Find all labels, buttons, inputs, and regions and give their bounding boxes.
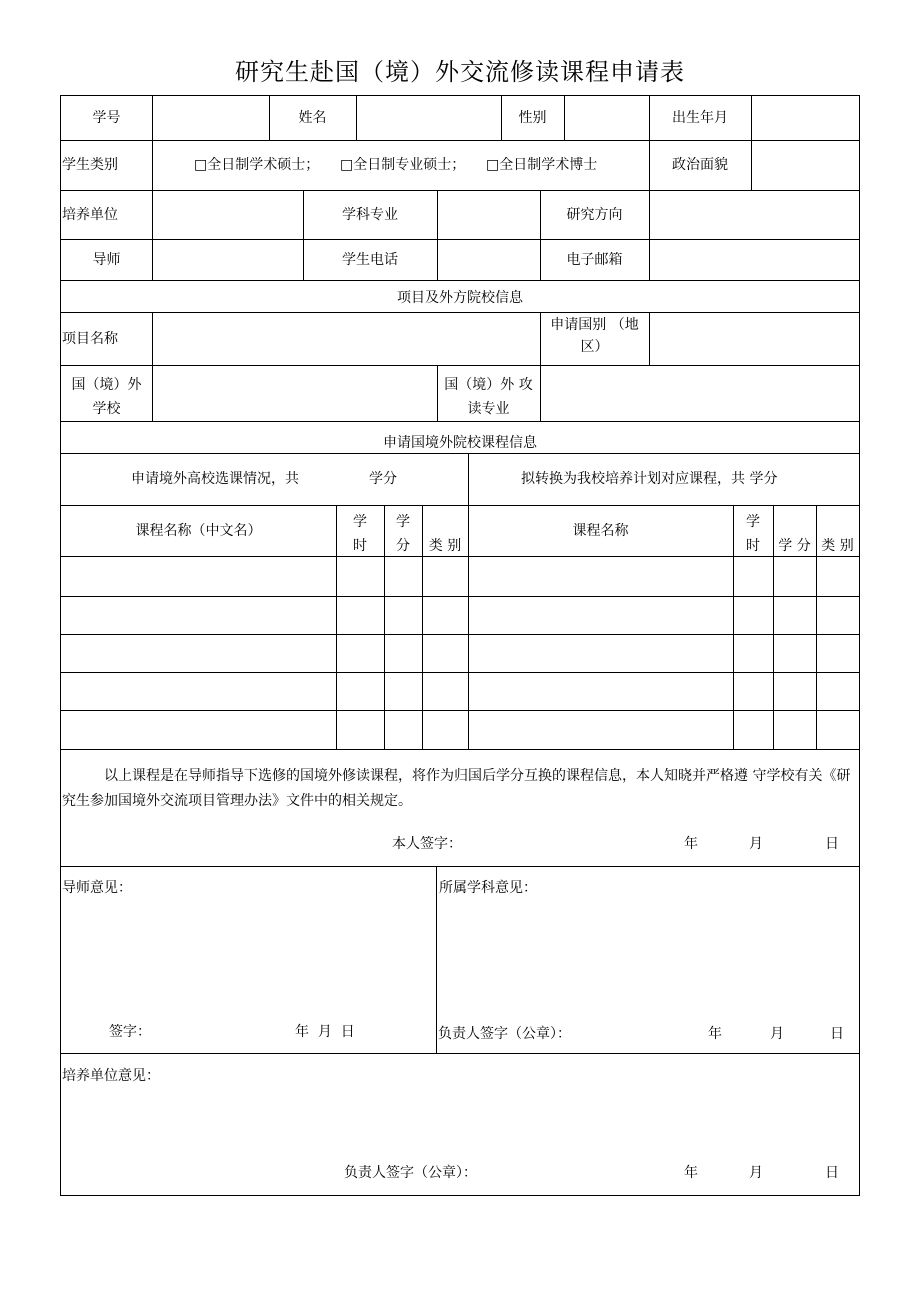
advisor-opinion-label: 导师意见： xyxy=(62,880,132,896)
credit-header-line1: 学 xyxy=(396,514,410,530)
discipline-opinion-label: 所属学科意见： xyxy=(439,880,537,896)
student-signature-label: 本人签字： xyxy=(392,836,462,852)
unit-sign-day: 日 xyxy=(825,1165,839,1181)
email-label: 电子邮箱 xyxy=(566,252,623,268)
converted-hours-header-line1: 学 xyxy=(746,514,760,530)
hours-header-line1: 学 xyxy=(353,514,367,530)
converted-credit-summary: 拟转换为我校培养计划对应课程，共 学分 xyxy=(521,471,778,487)
foreign-major-label-line2: 读专业 xyxy=(467,401,510,417)
credit-header-line2: 分 xyxy=(396,538,410,554)
student-category-label: 学生类别 xyxy=(62,157,118,173)
student-sign-month: 月 xyxy=(749,836,763,852)
project-name-label: 项目名称 xyxy=(62,331,118,347)
unit-opinion-label: 培养单位意见： xyxy=(62,1068,160,1084)
unit-sign-month: 月 xyxy=(749,1165,763,1181)
foreign-credit-summary: 申请境外高校选课情况，共 xyxy=(131,471,299,487)
converted-credit-header: 学 分 xyxy=(778,538,811,554)
advisor-signature-label: 签字： xyxy=(109,1024,151,1040)
student-sign-day: 日 xyxy=(825,836,839,852)
foreign-credit-unit: 学分 xyxy=(369,471,397,487)
name-label: 姓名 xyxy=(298,110,327,126)
category-option-academic-master[interactable]: □全日制学术硕士； xyxy=(194,157,320,173)
commitment-statement: 以上课程是在导师指导下选修的国境外修读课程，将作为归国后学分互换的课程信息，本人知晓并严格遵 守学校有关《研究生参加国境外交流项目管理办法》文件中的相关规定。 xyxy=(62,768,851,809)
apply-country-label-line2: 区） xyxy=(580,339,609,355)
apply-country-label-line1: 申请国别 （地 xyxy=(550,317,639,333)
student-phone-label: 学生电话 xyxy=(342,252,398,268)
discipline-major-label: 学科专业 xyxy=(342,207,398,223)
unit-sign-year: 年 xyxy=(684,1165,698,1181)
training-unit-label: 培养单位 xyxy=(62,207,118,223)
discipline-sign-year: 年 xyxy=(708,1026,722,1042)
section-project-info: 项目及外方院校信息 xyxy=(397,290,523,306)
unit-signature-label: 负责人签字（公章）： xyxy=(344,1165,477,1181)
discipline-signature-label: 负责人签字（公章）： xyxy=(438,1026,571,1042)
course-name-header: 课程名称 xyxy=(572,523,629,539)
discipline-sign-day: 日 xyxy=(830,1026,844,1042)
course-name-cn-header: 课程名称（中文名） xyxy=(135,523,262,539)
foreign-major-label-line1: 国（境）外 攻 xyxy=(444,377,533,393)
gender-label: 性别 xyxy=(518,110,547,126)
advisor-label: 导师 xyxy=(92,252,121,268)
form-title: 研究生赴国（境）外交流修读课程申请表 xyxy=(235,58,685,86)
application-form-table xyxy=(60,95,860,1196)
political-status-label: 政治面貌 xyxy=(672,157,728,173)
category-option-professional-master[interactable]: □全日制专业硕士； xyxy=(340,157,466,173)
research-direction-label: 研究方向 xyxy=(566,207,623,223)
section-course-info: 申请国境外院校课程信息 xyxy=(383,435,537,451)
discipline-sign-month: 月 xyxy=(770,1026,784,1042)
birth-date-label: 出生年月 xyxy=(672,110,728,126)
category-option-academic-doctor[interactable]: □全日制学术博士 xyxy=(486,157,598,173)
student-id-label: 学号 xyxy=(92,110,121,126)
converted-type-header: 类 别 xyxy=(821,538,854,554)
converted-hours-header-line2: 时 xyxy=(746,538,760,554)
foreign-school-label-line2: 学校 xyxy=(92,401,121,417)
student-sign-year: 年 xyxy=(684,836,698,852)
foreign-school-label-line1: 国（境）外 xyxy=(71,377,142,393)
hours-header-line2: 时 xyxy=(353,538,367,554)
advisor-sign-date: 年 月 日 xyxy=(295,1024,355,1040)
type-header: 类 别 xyxy=(428,538,462,554)
